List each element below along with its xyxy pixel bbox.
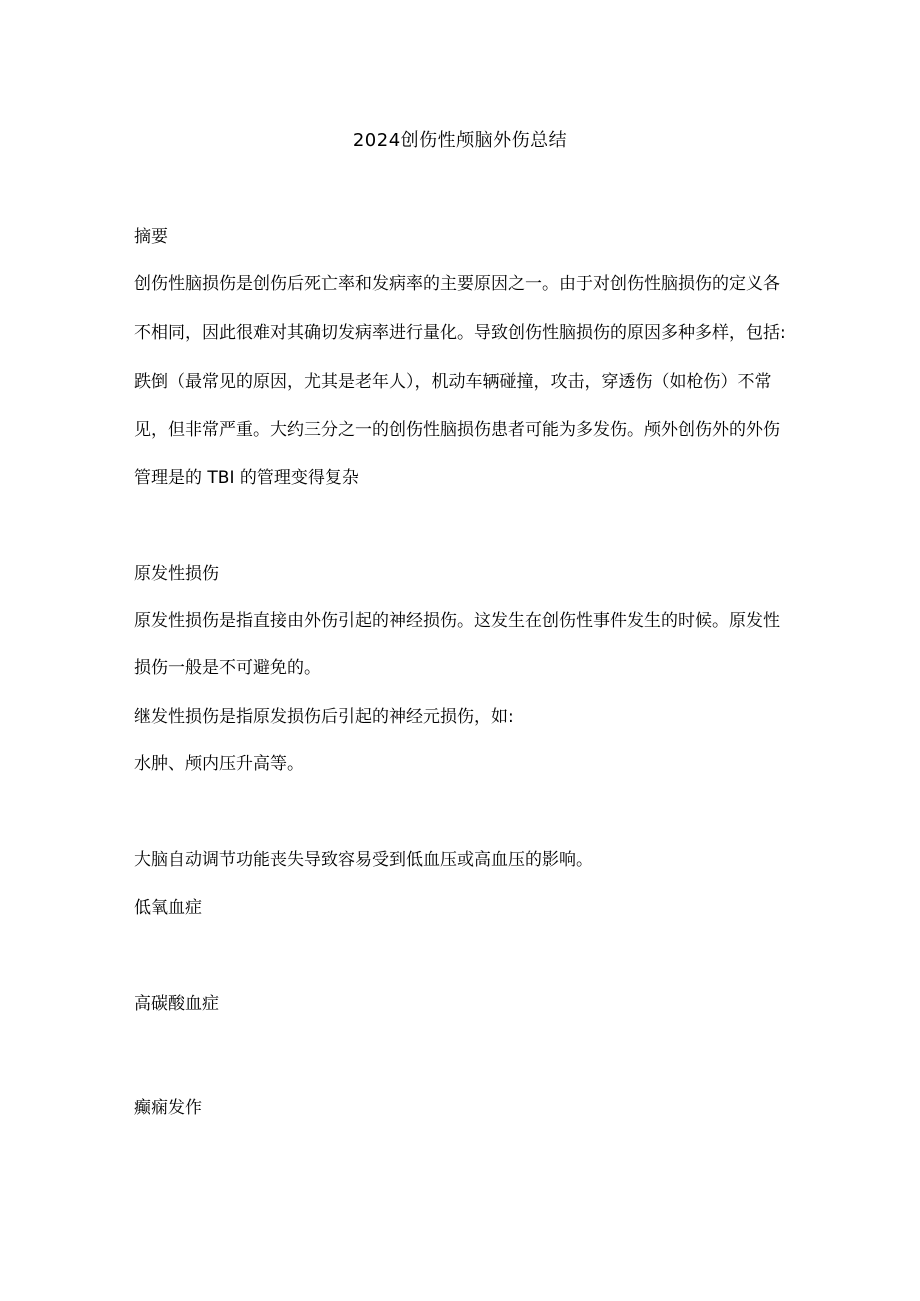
abstract-line-1: 创伤性脑损伤是创伤后死亡率和发病率的主要原因之一。由于对创伤性脑损伤的定义各 [134, 274, 780, 294]
section-heading-abstract: 摘要 [134, 227, 168, 247]
primary-injury-line-2: 损伤一般是不可避免的。 [134, 658, 321, 678]
secondary-injury-examples: 水肿、颅内压升高等。 [134, 754, 304, 774]
section-heading-primary-injury: 原发性损伤 [134, 564, 219, 584]
item-hypoxemia: 低氧血症 [134, 898, 202, 918]
abstract-line-3: 跌倒（最常见的原因，尤其是老年人），机动车辆碰撞，攻击，穿透伤（如枪伤）不常 [134, 372, 772, 392]
secondary-injury-line: 继发性损伤是指原发损伤后引起的神经元损伤，如: [134, 707, 514, 727]
abstract-line-4: 见，但非常严重。大约三分之一的创伤性脑损伤患者可能为多发伤。颅外创伤外的外伤 [134, 420, 780, 440]
item-hypercapnia: 高碳酸血症 [134, 994, 219, 1014]
primary-injury-line-1: 原发性损伤是指直接由外伤引起的神经损伤。这发生在创伤性事件发生的时候。原发性 [134, 611, 780, 631]
document-title: 2024创伤性颅脑外伤总结 [352, 130, 568, 151]
item-seizure: 癫痫发作 [134, 1098, 202, 1118]
abstract-line-2: 不相同，因此很难对其确切发病率进行量化。导致创伤性脑损伤的原因多种多样，包括: [134, 323, 786, 343]
abstract-line-5: 管理是的 TBI 的管理变得复杂 [134, 468, 359, 488]
autoregulation-line: 大脑自动调节功能丧失导致容易受到低血压或高血压的影响。 [134, 850, 593, 870]
